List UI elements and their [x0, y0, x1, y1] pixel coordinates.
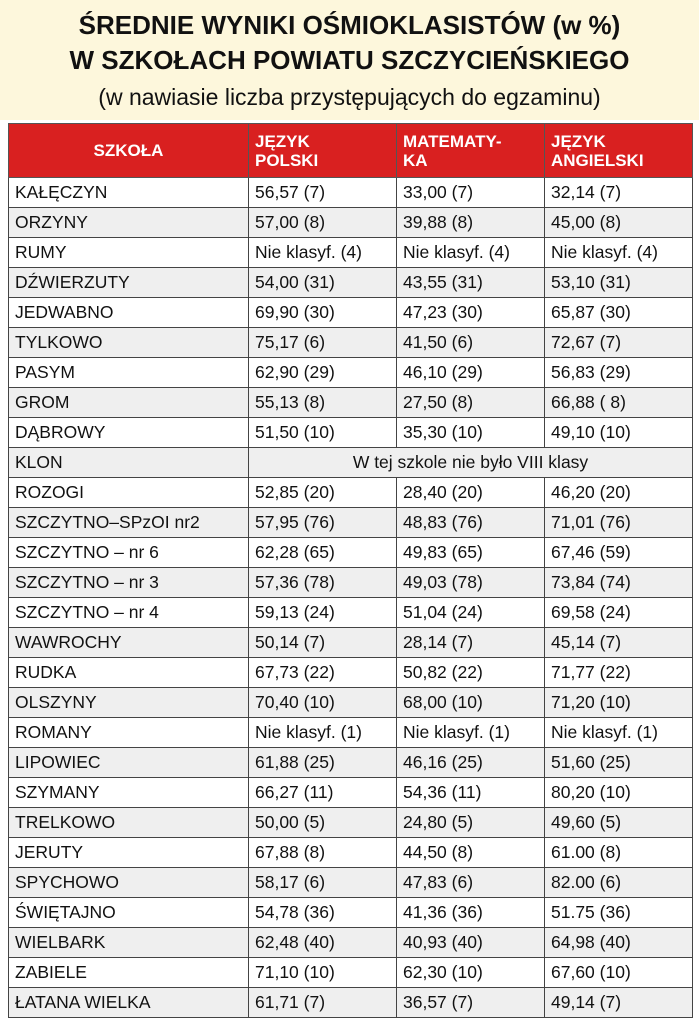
header-polish — [249, 124, 397, 178]
polish-score-cell: 55,13 (8) — [249, 388, 397, 418]
header-polish-line-2: POLSKI — [255, 150, 319, 170]
table-row — [9, 598, 693, 628]
table-row — [9, 418, 693, 448]
school-cell: LIPOWIEC — [9, 748, 249, 778]
math-score-cell: 33,00 (7) — [397, 178, 545, 208]
header-math-line-2: KA — [403, 150, 428, 170]
polish-score-cell: 75,17 (6) — [249, 328, 397, 358]
math-score-cell: 44,50 (8) — [397, 838, 545, 868]
polish-score-cell: 51,50 (10) — [249, 418, 397, 448]
table-row — [9, 808, 693, 838]
table-row — [9, 178, 693, 208]
school-cell: PASYM — [9, 358, 249, 388]
math-score-cell: 48,83 (76) — [397, 508, 545, 538]
school-cell: GROM — [9, 388, 249, 418]
table-row — [9, 688, 693, 718]
math-score-cell: 46,10 (29) — [397, 358, 545, 388]
english-score-cell: 72,67 (7) — [545, 328, 693, 358]
school-cell: RUDKA — [9, 658, 249, 688]
table-row — [9, 748, 693, 778]
school-cell: SZCZYTNO – nr 4 — [9, 598, 249, 628]
english-score-cell: 80,20 (10) — [545, 778, 693, 808]
polish-score-cell: 52,85 (20) — [249, 478, 397, 508]
english-score-cell: 49,14 (7) — [545, 988, 693, 1018]
english-score-cell: 67,46 (59) — [545, 538, 693, 568]
english-score-cell: 45,14 (7) — [545, 628, 693, 658]
english-score-cell: 56,83 (29) — [545, 358, 693, 388]
table-row — [9, 868, 693, 898]
math-score-cell: Nie klasyf. (1) — [397, 718, 545, 748]
table-row — [9, 778, 693, 808]
table-body — [9, 178, 693, 1018]
title-line-1: ŚREDNIE WYNIKI OŚMIOKLASISTÓW (w %) — [78, 10, 621, 40]
math-score-cell: 41,36 (36) — [397, 898, 545, 928]
english-score-cell: 32,14 (7) — [545, 178, 693, 208]
table-row — [9, 208, 693, 238]
english-score-cell: 71,01 (76) — [545, 508, 693, 538]
header-english — [545, 124, 693, 178]
table-row — [9, 538, 693, 568]
school-cell: SPYCHOWO — [9, 868, 249, 898]
math-score-cell: 62,30 (10) — [397, 958, 545, 988]
english-score-cell: 64,98 (40) — [545, 928, 693, 958]
english-score-cell: 67,60 (10) — [545, 958, 693, 988]
math-score-cell: 28,14 (7) — [397, 628, 545, 658]
table-row — [9, 268, 693, 298]
school-cell: KLON — [9, 448, 249, 478]
math-score-cell: 40,93 (40) — [397, 928, 545, 958]
english-score-cell: 71,77 (22) — [545, 658, 693, 688]
school-cell: ZABIELE — [9, 958, 249, 988]
english-score-cell: 46,20 (20) — [545, 478, 693, 508]
math-score-cell: 39,88 (8) — [397, 208, 545, 238]
title-line-2: W SZKOŁACH POWIATU SZCZYCIEŃSKIEGO — [69, 45, 630, 75]
polish-score-cell: Nie klasyf. (4) — [249, 238, 397, 268]
header-school — [9, 124, 249, 178]
header-polish-line-1: JĘZYK — [255, 131, 310, 151]
polish-score-cell: 62,90 (29) — [249, 358, 397, 388]
english-score-cell: 66,88 ( 8) — [545, 388, 693, 418]
school-cell: TYLKOWO — [9, 328, 249, 358]
english-score-cell: Nie klasyf. (1) — [545, 718, 693, 748]
math-score-cell: 47,83 (6) — [397, 868, 545, 898]
school-cell: ŚWIĘTAJNO — [9, 898, 249, 928]
table-row — [9, 568, 693, 598]
polish-score-cell: 62,48 (40) — [249, 928, 397, 958]
polish-score-cell: 61,88 (25) — [249, 748, 397, 778]
table-row — [9, 358, 693, 388]
math-score-cell: Nie klasyf. (4) — [397, 238, 545, 268]
polish-score-cell: 71,10 (10) — [249, 958, 397, 988]
polish-score-cell: 70,40 (10) — [249, 688, 397, 718]
english-score-cell: 82.00 (6) — [545, 868, 693, 898]
results-table — [8, 123, 693, 1018]
english-score-cell: 49,60 (5) — [545, 808, 693, 838]
math-score-cell: 24,80 (5) — [397, 808, 545, 838]
table-row — [9, 838, 693, 868]
table-row — [9, 898, 693, 928]
school-cell: DĄBROWY — [9, 418, 249, 448]
header-math-line-1: MATEMATY- — [403, 131, 502, 151]
math-score-cell: 50,82 (22) — [397, 658, 545, 688]
math-score-cell: 35,30 (10) — [397, 418, 545, 448]
school-cell: ORZYNY — [9, 208, 249, 238]
school-cell: ŁATANA WIELKA — [9, 988, 249, 1018]
school-cell: JEDWABNO — [9, 298, 249, 328]
polish-score-cell: 57,36 (78) — [249, 568, 397, 598]
english-score-cell: 71,20 (10) — [545, 688, 693, 718]
table-row — [9, 988, 693, 1018]
header-english-line-2: ANGIELSKI — [551, 150, 644, 170]
polish-score-cell: 69,90 (30) — [249, 298, 397, 328]
school-cell: JERUTY — [9, 838, 249, 868]
table-row — [9, 328, 693, 358]
polish-score-cell: 61,71 (7) — [249, 988, 397, 1018]
table-row — [9, 388, 693, 418]
table-row — [9, 958, 693, 988]
english-score-cell: 61.00 (8) — [545, 838, 693, 868]
header-school-label: SZKOŁA — [93, 141, 164, 160]
school-cell: WIELBARK — [9, 928, 249, 958]
polish-score-cell: 54,00 (31) — [249, 268, 397, 298]
english-score-cell: 69,58 (24) — [545, 598, 693, 628]
subtitle: (w nawiasie liczba przystępujących do egzaminu) — [98, 84, 601, 110]
math-score-cell: 46,16 (25) — [397, 748, 545, 778]
english-score-cell: 49,10 (10) — [545, 418, 693, 448]
polish-score-cell: 50,00 (5) — [249, 808, 397, 838]
english-score-cell: 53,10 (31) — [545, 268, 693, 298]
polish-score-cell: 67,73 (22) — [249, 658, 397, 688]
header-row — [9, 124, 693, 178]
table-row — [9, 298, 693, 328]
table-row — [9, 718, 693, 748]
note-cell: W tej szkole nie było VIII klasy — [249, 448, 693, 478]
polish-score-cell: 66,27 (11) — [249, 778, 397, 808]
school-cell: TRELKOWO — [9, 808, 249, 838]
table-row — [9, 928, 693, 958]
english-score-cell: 51.75 (36) — [545, 898, 693, 928]
math-score-cell: 43,55 (31) — [397, 268, 545, 298]
table-row — [9, 658, 693, 688]
english-score-cell: 73,84 (74) — [545, 568, 693, 598]
math-score-cell: 51,04 (24) — [397, 598, 545, 628]
polish-score-cell: 62,28 (65) — [249, 538, 397, 568]
math-score-cell: 28,40 (20) — [397, 478, 545, 508]
table-row — [9, 508, 693, 538]
polish-score-cell: 54,78 (36) — [249, 898, 397, 928]
math-score-cell: 49,83 (65) — [397, 538, 545, 568]
table-header — [9, 124, 693, 178]
title-block — [0, 0, 699, 120]
polish-score-cell: Nie klasyf. (1) — [249, 718, 397, 748]
table-row — [9, 478, 693, 508]
school-cell: SZCZYTNO – nr 3 — [9, 568, 249, 598]
school-cell: ROMANY — [9, 718, 249, 748]
school-cell: ROZOGI — [9, 478, 249, 508]
school-cell: OLSZYNY — [9, 688, 249, 718]
polish-score-cell: 57,00 (8) — [249, 208, 397, 238]
math-score-cell: 49,03 (78) — [397, 568, 545, 598]
school-cell: KAŁĘCZYN — [9, 178, 249, 208]
math-score-cell: 47,23 (30) — [397, 298, 545, 328]
english-score-cell: 45,00 (8) — [545, 208, 693, 238]
table-row — [9, 628, 693, 658]
polish-score-cell: 57,95 (76) — [249, 508, 397, 538]
math-score-cell: 68,00 (10) — [397, 688, 545, 718]
table-row — [9, 238, 693, 268]
math-score-cell: 36,57 (7) — [397, 988, 545, 1018]
school-cell: SZYMANY — [9, 778, 249, 808]
polish-score-cell: 50,14 (7) — [249, 628, 397, 658]
polish-score-cell: 56,57 (7) — [249, 178, 397, 208]
table-row — [9, 448, 693, 478]
polish-score-cell: 67,88 (8) — [249, 838, 397, 868]
school-cell: RUMY — [9, 238, 249, 268]
school-cell: WAWROCHY — [9, 628, 249, 658]
math-score-cell: 41,50 (6) — [397, 328, 545, 358]
english-score-cell: Nie klasyf. (4) — [545, 238, 693, 268]
polish-score-cell: 58,17 (6) — [249, 868, 397, 898]
english-score-cell: 65,87 (30) — [545, 298, 693, 328]
math-score-cell: 54,36 (11) — [397, 778, 545, 808]
math-score-cell: 27,50 (8) — [397, 388, 545, 418]
school-cell: SZCZYTNO – nr 6 — [9, 538, 249, 568]
english-score-cell: 51,60 (25) — [545, 748, 693, 778]
school-cell: SZCZYTNO–SPzOI nr2 — [9, 508, 249, 538]
header-english-line-1: JĘZYK — [551, 131, 606, 151]
school-cell: DŹWIERZUTY — [9, 268, 249, 298]
header-math — [397, 124, 545, 178]
polish-score-cell: 59,13 (24) — [249, 598, 397, 628]
